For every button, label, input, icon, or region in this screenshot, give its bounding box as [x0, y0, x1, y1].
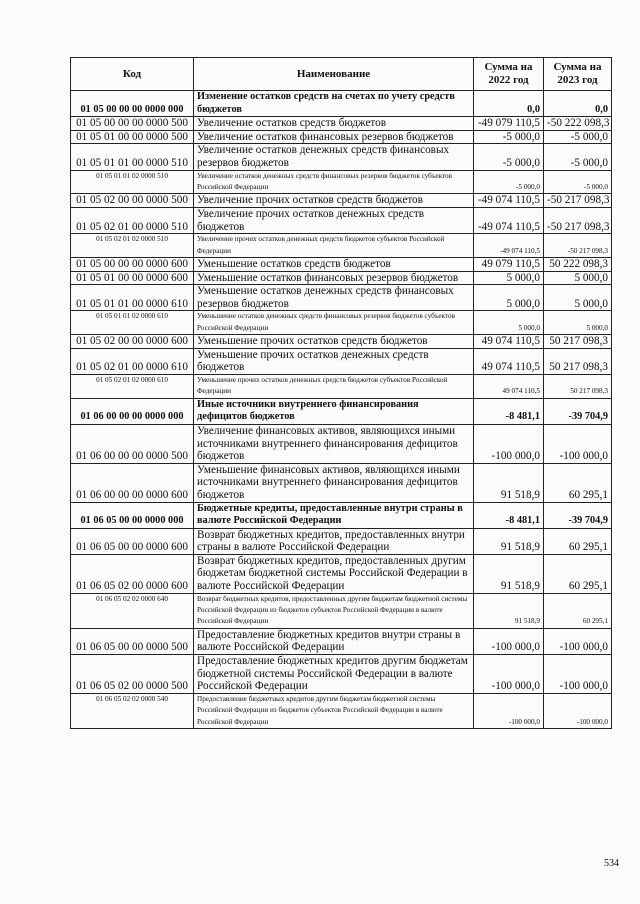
table-row: [71, 424, 612, 463]
row-sum-2022: 0,0: [474, 91, 544, 117]
row-code: 01 06 05 02 02 0000 640: [71, 593, 194, 628]
header-sum-2023: Сумма на 2023 год: [544, 58, 612, 91]
row-sum-2022: -5 000,0: [474, 144, 544, 170]
row-sum-2022: -8 481,1: [474, 502, 544, 528]
row-code: 01 05 01 01 02 0000 510: [71, 170, 194, 194]
row-sum-2023: -5 000,0: [544, 144, 612, 170]
row-name: Увеличение финансовых активов, являющихся иными источниками внутреннего финансирования дефицитов бюджетов: [194, 424, 474, 463]
row-code: 01 06 05 00 00 0000 600: [71, 528, 194, 554]
row-sum-2023: -100 000,0: [544, 628, 612, 654]
row-code: 01 06 00 00 00 0000 000: [71, 398, 194, 424]
row-code: 01 06 05 00 00 0000 000: [71, 502, 194, 528]
row-name: Увеличение остатков денежных средств финансовых резервов бюджетов: [194, 144, 474, 170]
row-name: Предоставление бюджетных кредитов внутри страны в валюте Российской Федерации: [194, 628, 474, 654]
row-sum-2022: -100 000,0: [474, 693, 544, 728]
row-sum-2023: 5 000,0: [544, 311, 612, 335]
row-sum-2022: -49 074 110,5: [474, 234, 544, 258]
row-sum-2023: -39 704,9: [544, 502, 612, 528]
row-name: Увеличение остатков денежных средств финансовых резервов бюджетов субъектов Российской Федерации: [194, 170, 474, 194]
row-name: Возврат бюджетных кредитов, предоставленных другим бюджетам бюджетной системы Российской Федерации в валюте Российской Федерации: [194, 554, 474, 593]
row-sum-2022: 5 000,0: [474, 285, 544, 311]
row-code: 01 06 00 00 00 0000 600: [71, 463, 194, 502]
row-sum-2022: 49 074 110,5: [474, 374, 544, 398]
row-name: Уменьшение остатков финансовых резервов бюджетов: [194, 271, 474, 285]
table-row: [71, 374, 612, 398]
row-sum-2023: 60 295,1: [544, 463, 612, 502]
row-sum-2022: -8 481,1: [474, 398, 544, 424]
row-sum-2022: -100 000,0: [474, 655, 544, 694]
row-code: 01 05 02 01 02 0000 510: [71, 234, 194, 258]
row-name: Увеличение прочих остатков денежных средств бюджетов: [194, 207, 474, 233]
table-row: [71, 170, 612, 194]
table-row: [71, 463, 612, 502]
row-code: 01 06 05 00 00 0000 500: [71, 628, 194, 654]
row-code: 01 05 01 01 00 0000 510: [71, 144, 194, 170]
row-name: Предоставление бюджетных кредитов другим бюджетам бюджетной системы Российской Федерации в валюте Российской Федерации: [194, 655, 474, 694]
table-row: [71, 234, 612, 258]
budget-sources-table: [70, 57, 612, 729]
row-sum-2022: 91 518,9: [474, 554, 544, 593]
row-code: 01 05 02 01 00 0000 610: [71, 348, 194, 374]
header-code: Код: [71, 58, 194, 91]
table-header-row: [71, 58, 612, 91]
row-sum-2022: 49 074 110,5: [474, 348, 544, 374]
row-name: Предоставление бюджетных кредитов другим бюджетам бюджетной системы Российской Федерации из бюджетов субъектов Российской Федерации в валюте Российской Федерации: [194, 693, 474, 728]
table-row: [71, 311, 612, 335]
row-code: 01 05 01 01 02 0000 610: [71, 311, 194, 335]
row-sum-2023: -5 000,0: [544, 130, 612, 144]
row-sum-2022: -49 074 110,5: [474, 194, 544, 208]
table-row: [71, 502, 612, 528]
row-name: Бюджетные кредиты, предоставленные внутри страны в валюте Российской Федерации: [194, 502, 474, 528]
page-number: 534: [604, 858, 619, 869]
table-row: [71, 144, 612, 170]
row-sum-2022: 91 518,9: [474, 463, 544, 502]
row-code: 01 06 00 00 00 0000 500: [71, 424, 194, 463]
row-code: 01 05 01 01 00 0000 610: [71, 285, 194, 311]
table-row: [71, 528, 612, 554]
row-name: Уменьшение остатков денежных средств финансовых резервов бюджетов: [194, 285, 474, 311]
row-sum-2023: 50 217 098,3: [544, 335, 612, 349]
row-sum-2023: 50 217 098,3: [544, 374, 612, 398]
row-sum-2023: 50 222 098,3: [544, 257, 612, 271]
row-code: 01 06 05 02 00 0000 600: [71, 554, 194, 593]
row-sum-2022: 91 518,9: [474, 593, 544, 628]
row-name: Увеличение прочих остатков денежных средств бюджетов субъектов Российской Федерации: [194, 234, 474, 258]
header-name: Наименование: [194, 58, 474, 91]
row-name: Уменьшение прочих остатков средств бюджетов: [194, 335, 474, 349]
table-row: [71, 554, 612, 593]
row-sum-2022: -49 074 110,5: [474, 207, 544, 233]
row-sum-2022: 5 000,0: [474, 271, 544, 285]
row-name: Изменение остатков средств на счетах по учету средств бюджетов: [194, 91, 474, 117]
row-sum-2023: 5 000,0: [544, 285, 612, 311]
row-code: 01 05 02 00 00 0000 500: [71, 194, 194, 208]
row-name: Увеличение остатков финансовых резервов бюджетов: [194, 130, 474, 144]
row-sum-2022: 49 079 110,5: [474, 257, 544, 271]
row-sum-2023: -50 217 098,3: [544, 207, 612, 233]
row-sum-2022: -5 000,0: [474, 130, 544, 144]
row-sum-2023: 5 000,0: [544, 271, 612, 285]
row-code: 01 05 00 00 00 0000 600: [71, 257, 194, 271]
row-sum-2022: 49 074 110,5: [474, 335, 544, 349]
row-code: 01 05 02 01 02 0000 610: [71, 374, 194, 398]
row-code: 01 05 01 00 00 0000 600: [71, 271, 194, 285]
table-row: [71, 593, 612, 628]
row-code: 01 05 01 00 00 0000 500: [71, 130, 194, 144]
table-row: [71, 207, 612, 233]
table-row: [71, 91, 612, 117]
row-code: 01 05 00 00 00 0000 000: [71, 91, 194, 117]
table-row: [71, 348, 612, 374]
row-sum-2023: -5 000,0: [544, 170, 612, 194]
row-sum-2022: -49 079 110,5: [474, 117, 544, 131]
table-row: [71, 130, 612, 144]
row-sum-2022: -100 000,0: [474, 424, 544, 463]
row-sum-2023: 50 217 098,3: [544, 348, 612, 374]
row-name: Уменьшение остатков денежных средств финансовых резервов бюджетов субъектов Российской Федерации: [194, 311, 474, 335]
row-sum-2022: 91 518,9: [474, 528, 544, 554]
table-row: [71, 271, 612, 285]
row-sum-2023: -100 000,0: [544, 693, 612, 728]
row-name: Уменьшение прочих остатков денежных средств бюджетов: [194, 348, 474, 374]
table-row: [71, 285, 612, 311]
table-row: [71, 628, 612, 654]
table-row: [71, 655, 612, 694]
header-sum-2022: Сумма на 2022 год: [474, 58, 544, 91]
row-sum-2023: -100 000,0: [544, 655, 612, 694]
row-sum-2023: 60 295,1: [544, 528, 612, 554]
row-code: 01 05 00 00 00 0000 500: [71, 117, 194, 131]
row-name: Возврат бюджетных кредитов, предоставленных другим бюджетам бюджетной системы Российской Федерации из бюджетов субъектов Российской Федерации в валюте Российской Федерации: [194, 593, 474, 628]
table-row: [71, 257, 612, 271]
table-row: [71, 398, 612, 424]
row-sum-2023: -50 222 098,3: [544, 117, 612, 131]
row-sum-2023: -39 704,9: [544, 398, 612, 424]
row-sum-2022: -100 000,0: [474, 628, 544, 654]
row-sum-2023: 60 295,1: [544, 593, 612, 628]
row-code: 01 05 02 01 00 0000 510: [71, 207, 194, 233]
row-sum-2023: 60 295,1: [544, 554, 612, 593]
row-code: 01 06 05 02 02 0000 540: [71, 693, 194, 728]
table-body: [71, 91, 612, 729]
row-code: 01 06 05 02 00 0000 500: [71, 655, 194, 694]
row-name: Возврат бюджетных кредитов, предоставленных внутри страны в валюте Российской Федерации: [194, 528, 474, 554]
row-sum-2023: 0,0: [544, 91, 612, 117]
table-row: [71, 194, 612, 208]
row-sum-2022: -5 000,0: [474, 170, 544, 194]
table-row: [71, 693, 612, 728]
row-name: Уменьшение финансовых активов, являющихся иными источниками внутреннего финансирования дефицитов бюджетов: [194, 463, 474, 502]
table-row: [71, 117, 612, 131]
row-sum-2023: -50 217 098,3: [544, 234, 612, 258]
row-code: 01 05 02 00 00 0000 600: [71, 335, 194, 349]
row-name: Иные источники внутреннего финансирования дефицитов бюджетов: [194, 398, 474, 424]
row-name: Увеличение прочих остатков средств бюджетов: [194, 194, 474, 208]
row-sum-2023: -100 000,0: [544, 424, 612, 463]
row-name: Увеличение остатков средств бюджетов: [194, 117, 474, 131]
row-sum-2023: -50 217 098,3: [544, 194, 612, 208]
row-name: Уменьшение прочих остатков денежных средств бюджетов субъектов Российской Федерации: [194, 374, 474, 398]
table-row: [71, 335, 612, 349]
row-name: Уменьшение остатков средств бюджетов: [194, 257, 474, 271]
row-sum-2022: 5 000,0: [474, 311, 544, 335]
